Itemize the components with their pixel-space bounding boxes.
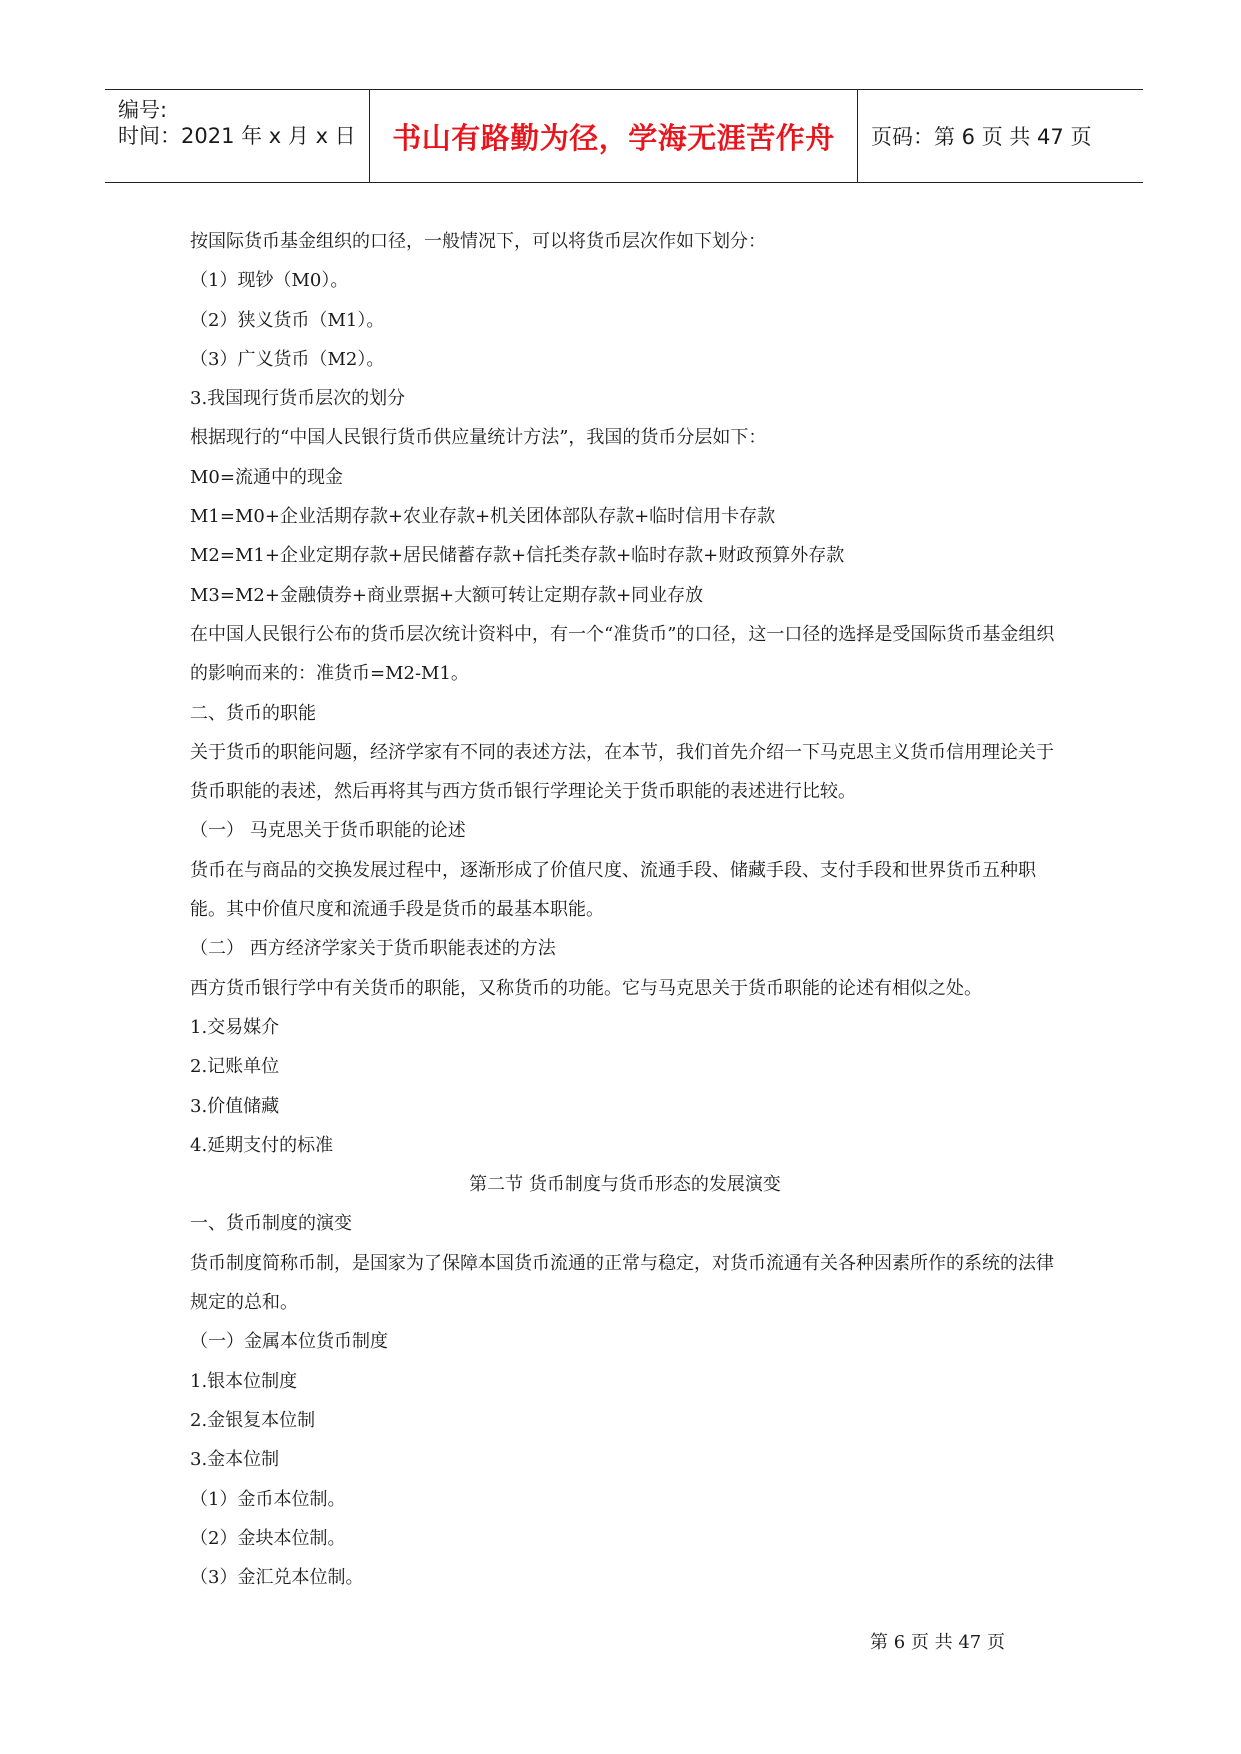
formula-line: M3=M2+金融债券+商业票据+大额可转让定期存款+同业存放 (190, 584, 704, 606)
list-item: 1.银本位制度 (190, 1370, 298, 1392)
subsection-heading: （一）金属本位货币制度 (190, 1331, 388, 1353)
list-item: 3.金本位制 (190, 1449, 280, 1471)
header-meta-cell (105, 90, 370, 182)
section-heading: 一、货币制度的演变 (190, 1213, 352, 1235)
list-item: （2）狭义货币（M1）。 (190, 309, 385, 331)
list-item: （1）金币本位制。 (190, 1488, 346, 1510)
document-body (190, 222, 1060, 1597)
paragraph: 货币制度简称币制，是国家为了保障本国货币流通的正常与稳定，对货币流通有关各种因素所作的系统的法律规定的总和。 (190, 1252, 1054, 1314)
section-heading: 3.我国现行货币层次的划分 (190, 388, 406, 410)
header-motto-cell (370, 90, 858, 182)
list-item: （2）金块本位制。 (190, 1527, 346, 1549)
list-item: 3.价值储藏 (190, 1095, 280, 1117)
paragraph: 按国际货币基金组织的口径，一般情况下，可以将货币层次作如下划分： (190, 231, 766, 252)
header-motto: 书山有路勤为径，学海无涯苦作舟 (392, 120, 835, 155)
list-item: （1）现钞（M0）。 (190, 270, 349, 292)
paragraph: 根据现行的“中国人民银行货币供应量统计方法”，我国的货币分层如下： (190, 427, 767, 449)
header-page-label: 页码：第 6 页 共 47 页 (871, 125, 1092, 149)
subsection-heading: （一） 马克思关于货币职能的论述 (190, 820, 466, 842)
section-heading: 二、货币的职能 (190, 702, 316, 724)
list-item: 1.交易媒介 (190, 1016, 280, 1038)
list-item: 2.记账单位 (190, 1056, 280, 1078)
document-time-label: 时间：2021 年 x 月 x 日 (118, 124, 356, 148)
list-item: （3）金汇兑本位制。 (190, 1567, 364, 1589)
paragraph: 关于货币的职能问题，经济学家有不同的表述方法，在本节，我们首先介绍一下马克思主义货币信用理论关于货币职能的表述，然后再将其与西方货币银行学理论关于货币职能的表述进行比较。 (190, 741, 1054, 803)
paragraph: 货币在与商品的交换发展过程中，逐渐形成了价值尺度、流通手段、储藏手段、支付手段和世界货币五种职能。其中价值尺度和流通手段是货币的最基本职能。 (190, 859, 1036, 921)
subsection-heading: （二） 西方经济学家关于货币职能表述的方法 (190, 938, 556, 960)
formula-line: M1=M0+企业活期存款+农业存款+机关团体部队存款+临时信用卡存款 (190, 506, 776, 528)
list-item: 4.延期支付的标准 (190, 1134, 334, 1156)
formula-line: M0=流通中的现金 (190, 466, 343, 488)
list-item: 2.金银复本位制 (190, 1409, 316, 1431)
document-number-label: 编号: (118, 98, 168, 122)
list-item: （3）广义货币（M2）。 (190, 348, 385, 370)
page-footer: 第 6 页 共 47 页 (870, 1632, 1005, 1653)
paragraph: 西方货币银行学中有关货币的职能，又称货币的功能。它与马克思关于货币职能的论述有相似之处。 (190, 977, 982, 999)
formula-line: M2=M1+企业定期存款+居民储蓄存款+信托类存款+临时存款+财政预算外存款 (190, 545, 845, 567)
page-header (105, 89, 1143, 183)
paragraph: 在中国人民银行公布的货币层次统计资料中，有一个“准货币”的口径，这一口径的选择是受国际货币基金组织的影响而来的：准货币=M2-M1。 (190, 623, 1055, 685)
header-page-cell (858, 90, 1143, 182)
chapter-section-title: 第二节 货币制度与货币形态的发展演变 (469, 1174, 781, 1196)
